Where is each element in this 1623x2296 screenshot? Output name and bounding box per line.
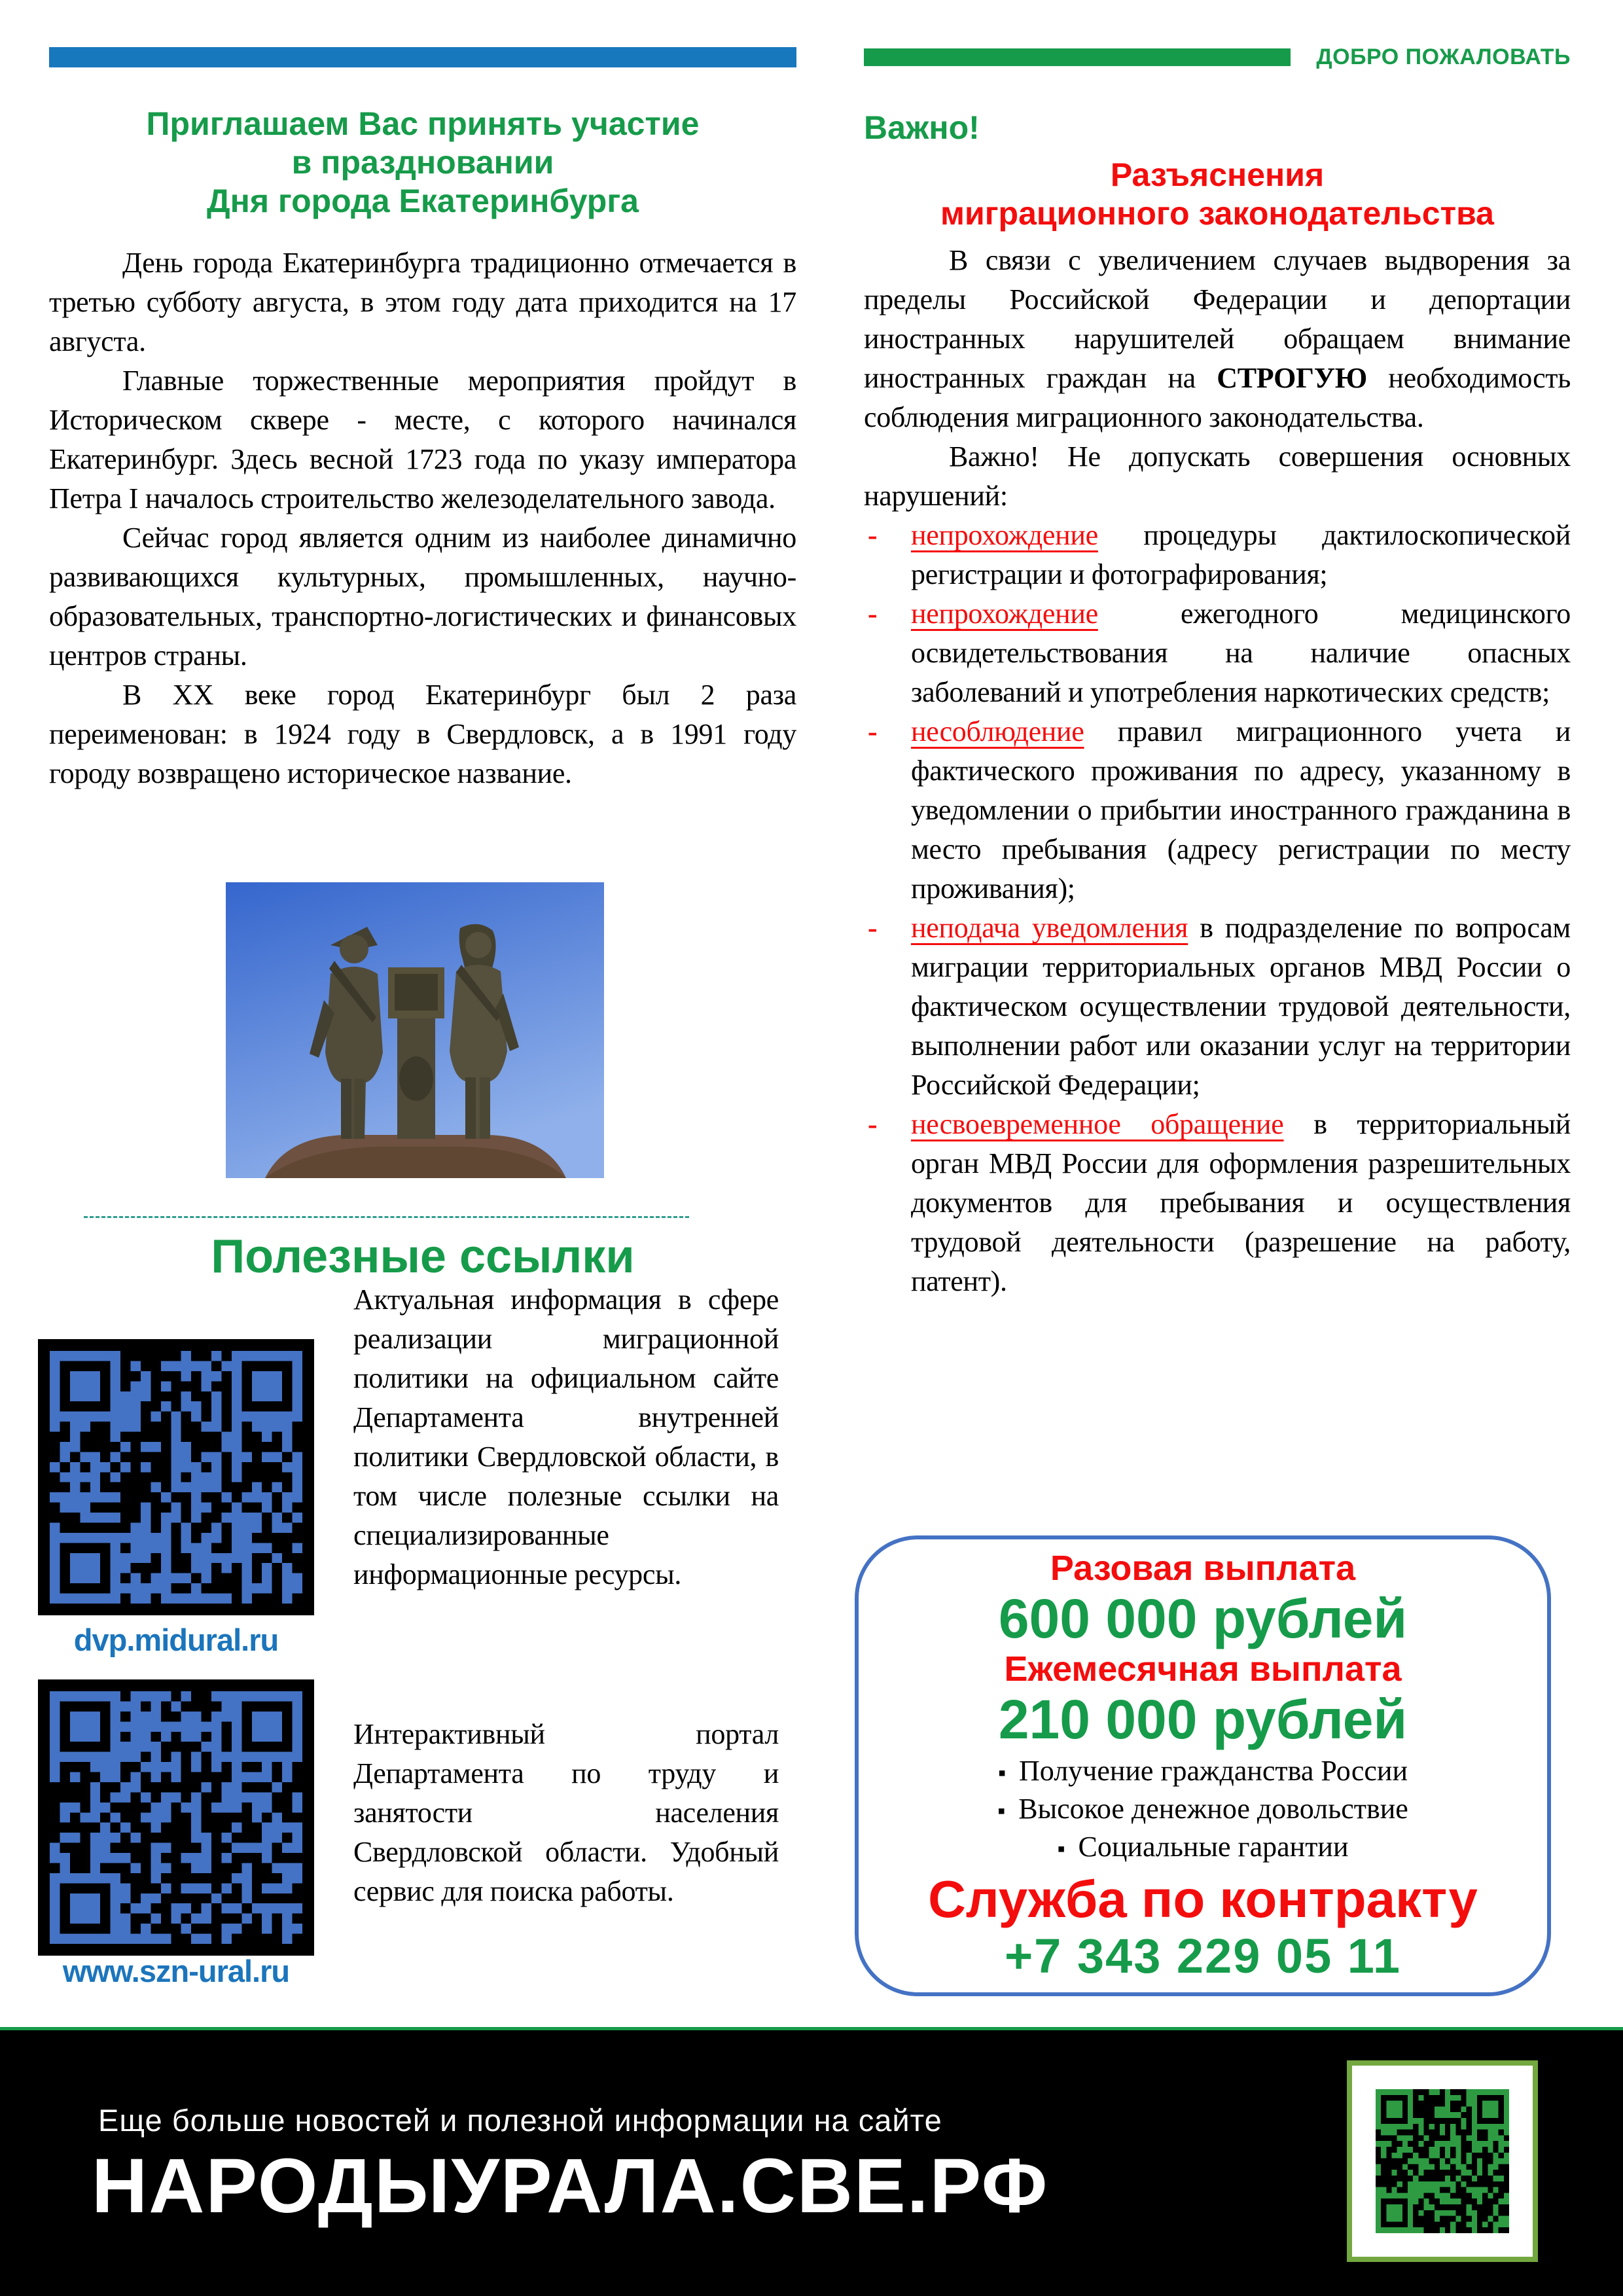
migration-title-line: миграционного законодательства [940,195,1494,232]
violation-lead: непрохождение [911,598,1098,630]
benefits-list [997,1753,1408,1867]
violation-lead: несвоевременное обращение [911,1108,1284,1140]
intro-paragraph [864,241,1571,437]
violation-text: в территориальный орган МВД России для оформления разрешительных документов для пребывания и осуществления трудовой деятельности (разрешение на работу, патент). [911,1108,1571,1297]
qr-code-dvp-midural [38,1339,314,1615]
contract-service-title: Служба по контракту [928,1869,1478,1928]
footer-tagline: Еще больше новостей и полезной информации на сайте [98,2103,942,2138]
qr-matrix [50,1351,302,1604]
dash-bullet: - [868,519,878,551]
section-divider [84,1216,689,1218]
dash-bullet: - [868,715,878,747]
article-paragraph: В XX веке город Екатеринбург был 2 раза переименован: в 1924 году в Свердловск, а в 1991 году городу возвращено историческое название. [49,679,796,789]
benefit-item [997,1791,1408,1829]
violation-item [864,516,1571,594]
one-time-payment-label: Разовая выплата [1050,1549,1356,1588]
square-bullet-icon: ▪ [997,1761,1007,1786]
article-paragraph: Главные торжественные мероприятия пройдут в Историческом сквере - месте, с которого начинался Екатеринбург. Здесь весной 1723 года по указу императора Петра I началось строительство железоделательного завода. [49,365,796,514]
violation-item [864,908,1571,1105]
welcome-label: ДОБРО ПОЖАЛОВАТЬ [1316,45,1571,69]
footer-qr-code [1347,2060,1538,2262]
violation-text: процедуры дактилоскопической регистрации и фотографирования; [911,519,1571,590]
qr-label-szn-ural: www.szn-ural.ru [62,1954,290,1988]
intro-text: В связи с увеличением случаев выдворения за пределы Российской Федерации и депортации иностранных нарушителей обращаем внимание иностранных граждан на [864,244,1571,394]
invite-title [49,105,796,221]
square-bullet-icon: ▪ [997,1799,1006,1823]
article-paragraph: День города Екатеринбурга традиционно отмечается в третью субботу августа, в этом году дата приходится на 17 августа. [49,247,796,357]
invite-title-line: в праздновании [291,144,554,181]
site-name: НАРОДЫУРАЛА.СВЕ.РФ [92,2143,1049,2229]
invite-title-line: Приглашаем Вас принять участие [146,105,700,142]
dvp-portal-description: Актуальная информация в сфере реализации миграционной политики на официальном сайте Департамента внутренней политики Свердловской области, в том числе полезные ссылки на специализированные информационные ресурсы. [353,1283,779,1590]
migration-title-line: Разъяснения [1110,156,1325,193]
benefit-item [997,1829,1408,1867]
qr-matrix [1376,2089,1509,2233]
benefit-text: Получение гражданства России [1019,1755,1408,1787]
article-paragraph: Сейчас город является одним из наиболее динамично развивающихся культурных, промышленных, научно-образовательных, транспортно-логистических и финансовых центров страны. [49,522,796,672]
footer [0,2030,1623,2296]
migration-law-title [864,156,1571,233]
important-label: Важно! [864,109,980,146]
dash-bullet: - [868,1108,878,1140]
violation-lead: непрохождение [911,519,1098,551]
benefit-text: Социальные гарантии [1078,1830,1349,1863]
intro-text: необходимость соблюдения миграционного законодательства. [864,362,1571,433]
violation-lead: неподача уведомления [911,912,1188,944]
violation-lead: несоблюдение [911,715,1084,747]
qr-label-dvp-midural: dvp.midural.ru [73,1623,279,1657]
qr-matrix [50,1691,302,1944]
qr-code-szn-ural [38,1679,314,1956]
intro-emphasis: СТРОГУЮ [1217,362,1367,394]
contract-offer-box [855,1535,1551,1996]
monthly-payment-value: 210 000 рублей [998,1689,1408,1751]
violation-item [864,712,1571,908]
contract-phone-number: +7 343 229 05 11 [1004,1928,1402,1983]
violation-text: ежегодного медицинского освидетельствования на наличие опасных заболеваний и употребления наркотических средств; [911,598,1571,708]
top-left-accent-bar [49,47,796,67]
warning-paragraph: Важно! Не допускать совершения основных нарушений: [864,440,1571,512]
useful-links-title: Полезные ссылки [211,1230,635,1283]
violations-list [864,516,1571,1301]
violation-text: в подразделение по вопросам миграции территориальных органов МВД России о фактическом осуществлении трудовой деятельности, выполнении работ или оказании услуг на территории Российской Федерации; [911,912,1571,1101]
one-time-payment-value: 600 000 рублей [998,1588,1408,1650]
benefit-text: Высокое денежное довольствие [1018,1793,1408,1825]
top-right-accent-bar [864,48,1291,66]
benefit-item [997,1753,1408,1791]
dash-bullet: - [868,598,878,630]
city-day-article [49,243,796,793]
violation-item [864,1105,1571,1301]
monument-photo [226,882,604,1178]
dash-bullet: - [868,912,878,944]
qr-background [1376,2089,1509,2233]
szn-portal-description: Интерактивный портал Департамента по труду и занятости населения Свердловской области. Удобный сервис для поиска работы. [353,1718,779,1907]
violation-item [864,594,1571,712]
violation-text: правил миграционного учета и фактического проживания по адресу, указанному в уведомлении о прибытии иностранного гражданина в место пребывания (адресу регистрации по месту проживания); [911,715,1571,905]
invite-title-line: Дня города Екатеринбурга [207,183,639,219]
monthly-payment-label: Ежемесячная выплата [1004,1649,1402,1689]
migration-article [864,241,1571,1301]
square-bullet-icon: ▪ [1057,1837,1065,1861]
